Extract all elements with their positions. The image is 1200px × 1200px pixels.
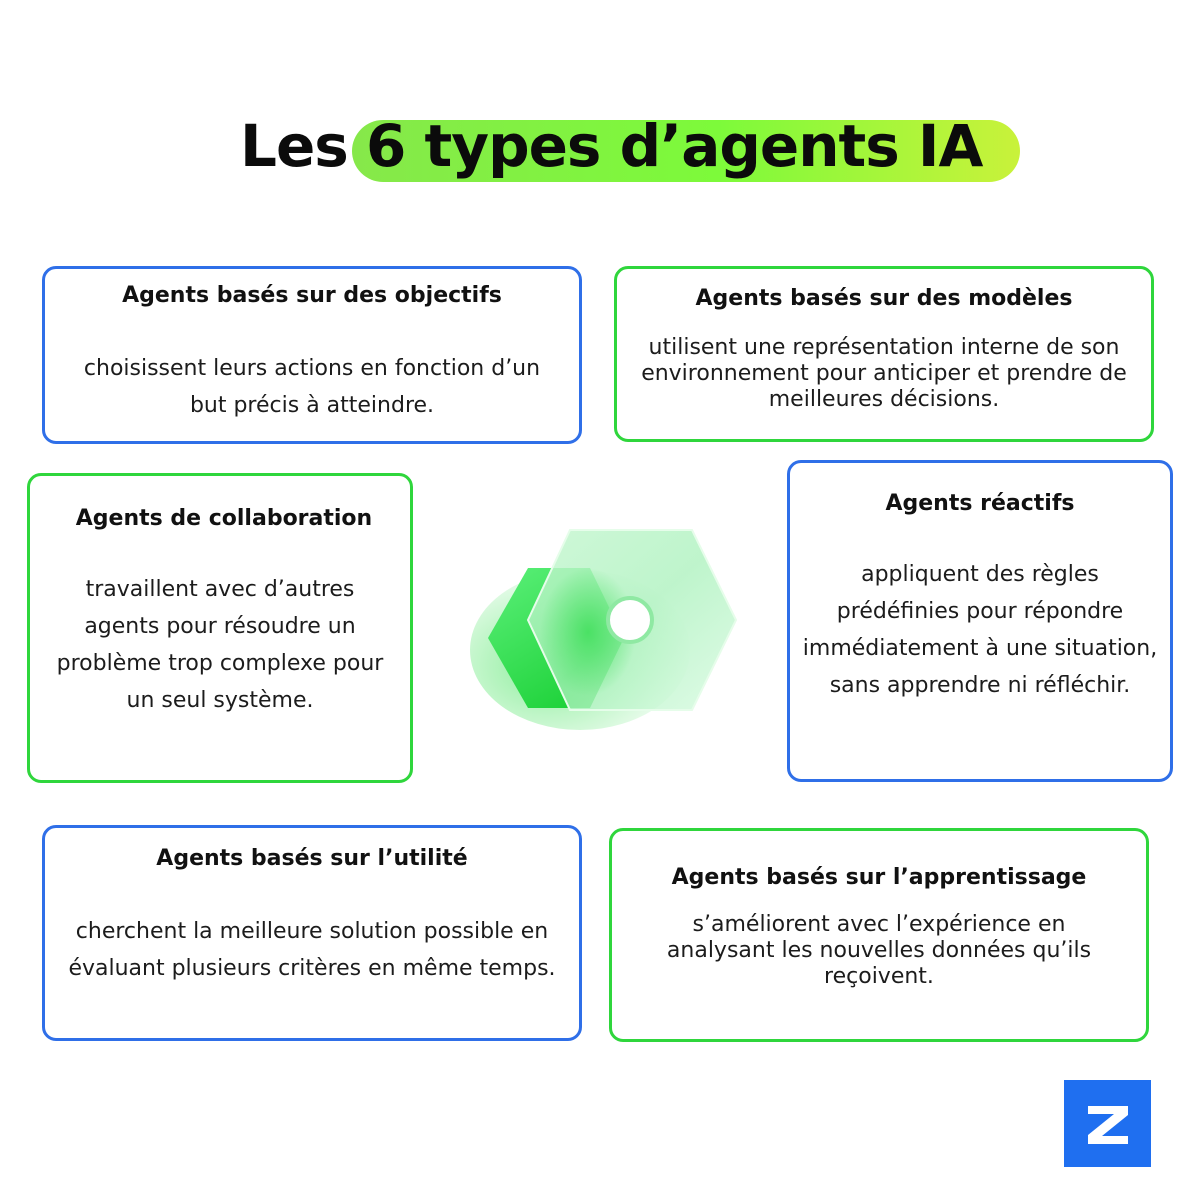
card-description: travaillent avec d’autres agents pour résoudre un problème trop complexe pour un seul système. — [56, 577, 384, 713]
page-title — [0, 108, 1200, 188]
card-title: Agents de collaboration — [75, 506, 373, 531]
title-prefix: Les — [240, 112, 348, 180]
card-model-based-agents — [614, 266, 1154, 442]
card-reactive-agents — [787, 460, 1173, 782]
card-description: s’améliorent avec l’expérience en analysant les nouvelles données qu’ils reçoivent. — [666, 912, 1092, 989]
card-title: Agents réactifs — [885, 491, 1075, 516]
card-goal-based-agents — [42, 266, 582, 444]
card-description: appliquent des règles prédéfinies pour répondre immédiatement à une situation, sans apprendre ni réfléchir. — [802, 562, 1158, 698]
card-description: cherchent la meilleure solution possible en évaluant plusieurs critères en même temps. — [68, 919, 556, 981]
card-utility-based-agents — [42, 825, 582, 1041]
z-logo — [1064, 1080, 1151, 1167]
card-title: Agents basés sur des objectifs — [122, 283, 502, 308]
card-learning-agents — [609, 828, 1149, 1042]
card-title: Agents basés sur l’apprentissage — [671, 865, 1087, 890]
card-description: utilisent une représentation interne de son environnement pour anticiper et prendre de meilleures décisions. — [641, 335, 1127, 412]
card-description: choisissent leurs actions en fonction d’un but précis à atteindre. — [83, 356, 541, 418]
card-title: Agents basés sur des modèles — [695, 286, 1073, 311]
card-collaborative-agents — [27, 473, 413, 783]
title-highlight-text: 6 types d’agents IA — [366, 112, 983, 180]
glass-hexagon-icon — [470, 520, 750, 730]
card-title: Agents basés sur l’utilité — [156, 846, 468, 871]
